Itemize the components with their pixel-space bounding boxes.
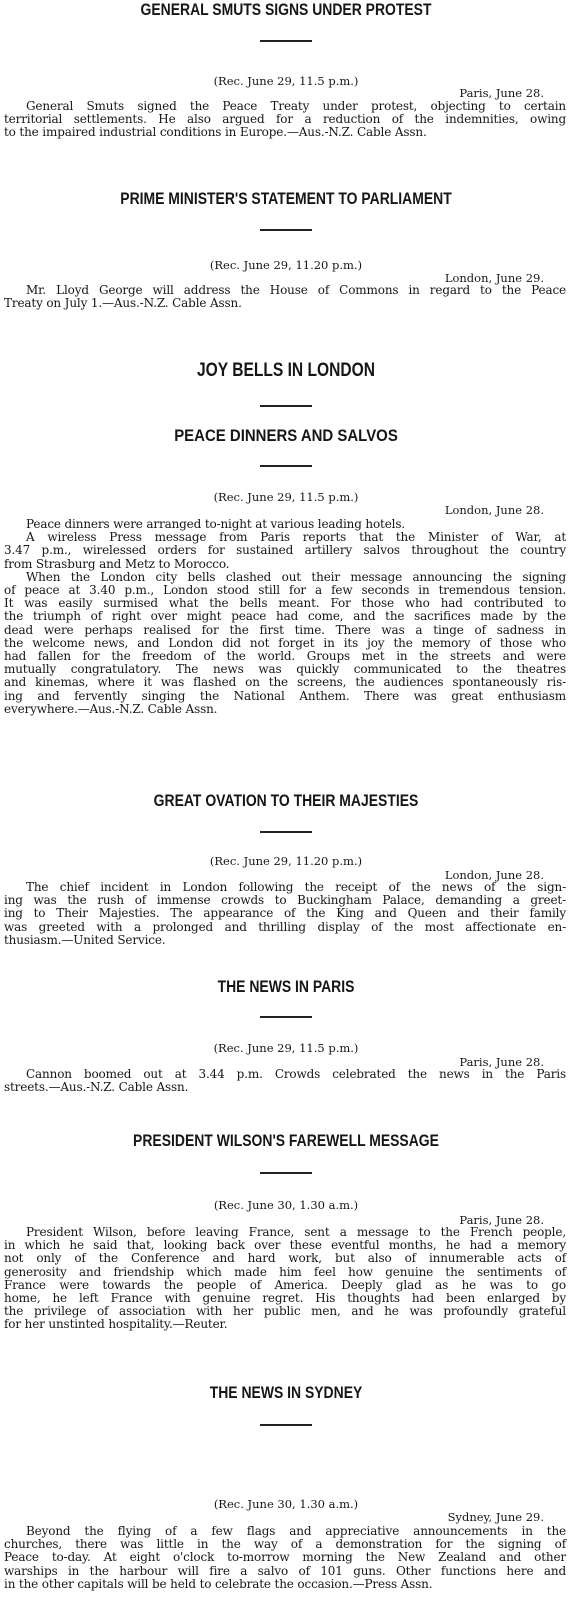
text-line: warships in the harbour will fire a salvo of 101 guns. Other functions here and [4, 1563, 566, 1578]
text-line: ing to Their Majesties. The appearance of the King and Queen and their family [4, 906, 566, 921]
section-rule [260, 40, 312, 42]
text-line: for her unstinted hospitality.—Reuter. [4, 1317, 228, 1332]
text-line: territorial settlements. He also argued for a reduction of the indemnities, owing [4, 112, 566, 127]
section-rule [260, 1424, 312, 1426]
text-line: Cannon boomed out at 3.44 p.m. Crowds celebrated the news in the Paris [26, 1067, 566, 1081]
received-time: (Rec. June 29, 11.5 p.m.) [213, 1041, 359, 1055]
text-line: and kinemas, where it was flashed on the screens, the audiences spontaneously ris- [4, 675, 566, 690]
received-time: (Rec. June 29, 11.5 p.m.) [213, 490, 359, 504]
dateline: Paris, June 28. [459, 86, 544, 100]
dateline: Paris, June 28. [459, 1213, 544, 1227]
text-line: France were towards the people of America. Deeply glad as he was to go [4, 1277, 566, 1292]
text-line: General Smuts signed the Peace Treaty under protest, objecting to certain [26, 99, 566, 113]
text-line: Treaty on July 1.—Aus.-N.Z. Cable Assn. [4, 296, 242, 311]
text-line: Peace to-day. At eight o'clock to-morrow morning the New Zealand and other [4, 1550, 566, 1565]
dateline: London, June 29. [444, 271, 544, 285]
section-rule [260, 405, 312, 407]
section-rule [260, 465, 312, 467]
text-line: dead were perhaps realised for the first time. There was a tinge of sadness in [4, 622, 566, 637]
text-line: thusiasm.—United Service. [4, 932, 166, 947]
dateline: Paris, June 28. [459, 1055, 544, 1069]
section-rule [260, 1016, 312, 1018]
text-line: the privilege of association with her public men, and he was profoundly grateful [4, 1304, 566, 1319]
text-line: ing and fervently singing the National Anthem. There was great enthusiasm [4, 688, 566, 703]
text-line: A wireless Press message from Paris reports that the Minister of War, at [26, 530, 566, 545]
text-line: the triumph of right over might peace had come, and the sacrifices made by the [4, 609, 566, 624]
section-rule [260, 229, 312, 231]
section-rule [260, 1172, 312, 1174]
dateline: Sydney, June 29. [447, 1510, 544, 1524]
article-body [0, 284, 572, 310]
text-line: not only of the Conference and hard work, but also of innumerable acts of [4, 1251, 566, 1266]
text-line: President Wilson, before leaving France, sent a message to the French people, [26, 1225, 566, 1239]
received-time: (Rec. June 29, 11.5 p.m.) [213, 74, 359, 88]
article-body [0, 518, 572, 716]
headline: GREAT OVATION TO THEIR MAJESTIES [153, 791, 419, 810]
text-line: Peace dinners were arranged to-night at various leading hotels. [26, 517, 406, 531]
subheadline: PEACE DINNERS AND SALVOS [174, 426, 398, 445]
headline: GENERAL SMUTS SIGNS UNDER PROTEST [140, 0, 432, 19]
text-line: ing was the rush of immense crowds to Buckingham Palace, demanding a greet- [4, 893, 566, 908]
headline: PRIME MINISTER'S STATEMENT TO PARLIAMENT [120, 189, 452, 208]
article-body [0, 881, 572, 947]
article-body [0, 1226, 572, 1332]
text-line: home, he left France with genuine regret. His thoughts had been enlarged by [4, 1291, 566, 1306]
text-line: from Strasburg and Metz to Morocco. [4, 556, 230, 571]
text-line: streets.—Aus.-N.Z. Cable Assn. [4, 1080, 189, 1095]
text-line: It was easily surmised what the bells meant. For those who had contributed to [4, 596, 566, 611]
received-time: (Rec. June 30, 1.30 a.m.) [213, 1497, 359, 1511]
article-body [0, 1525, 572, 1591]
text-line: was greeted with a prolonged and thrilling display of the most affectionate en- [4, 919, 566, 934]
text-line: When the London city bells clashed out their message announcing the signing [26, 569, 566, 584]
text-line: Beyond the flying of a few flags and appreciative announcements in the [26, 1524, 566, 1538]
text-line: of peace at 3.40 p.m., London stood still for a few seconds in tremendous tension. [4, 583, 566, 598]
article-body [0, 100, 572, 140]
text-line: in the other capitals will be held to celebrate the occasion.—Press Assn. [4, 1576, 433, 1591]
headline: THE NEWS IN PARIS [217, 977, 355, 996]
dateline: London, June 28. [444, 868, 544, 882]
article-body [0, 1068, 572, 1094]
text-line: everywhere.—Aus.-N.Z. Cable Assn. [4, 701, 218, 716]
received-time: (Rec. June 29, 11.20 p.m.) [209, 854, 363, 868]
text-line: mutually congratulatory. The news was quickly communicated to the theatres [4, 662, 566, 677]
text-line: The chief incident in London following the receipt of the news of the sign- [26, 880, 566, 894]
text-line: the welcome news, and London did not forget in its joy the memory of those who [4, 635, 566, 650]
text-line: 3.47 p.m., wirelessed orders for sustained artillery salvos throughout the country [4, 543, 566, 558]
text-line: in which he said that, looking back over these eventful months, he had a memory [4, 1238, 566, 1253]
headline: PRESIDENT WILSON'S FAREWELL MESSAGE [133, 1131, 439, 1150]
text-line: had fallen for the freedom of the world. Groups met in the streets and were [4, 649, 566, 664]
text-line: to the impaired industrial conditions in Europe.—Aus.-N.Z. Cable Assn. [4, 125, 427, 140]
received-time: (Rec. June 29, 11.20 p.m.) [209, 258, 363, 272]
dateline: London, June 28. [444, 503, 544, 517]
headline: THE NEWS IN SYDNEY [209, 1383, 363, 1402]
text-line: Mr. Lloyd George will address the House of Commons in regard to the Peace [26, 283, 566, 297]
received-time: (Rec. June 30, 1.30 a.m.) [213, 1198, 359, 1212]
section-rule [260, 831, 312, 833]
text-line: generosity and friendship which made him feel how genuine the sentiments of [4, 1264, 566, 1279]
text-line: churches, there was little in the way of a demonstration for the signing of [4, 1537, 566, 1552]
headline: JOY BELLS IN LONDON [196, 360, 376, 381]
